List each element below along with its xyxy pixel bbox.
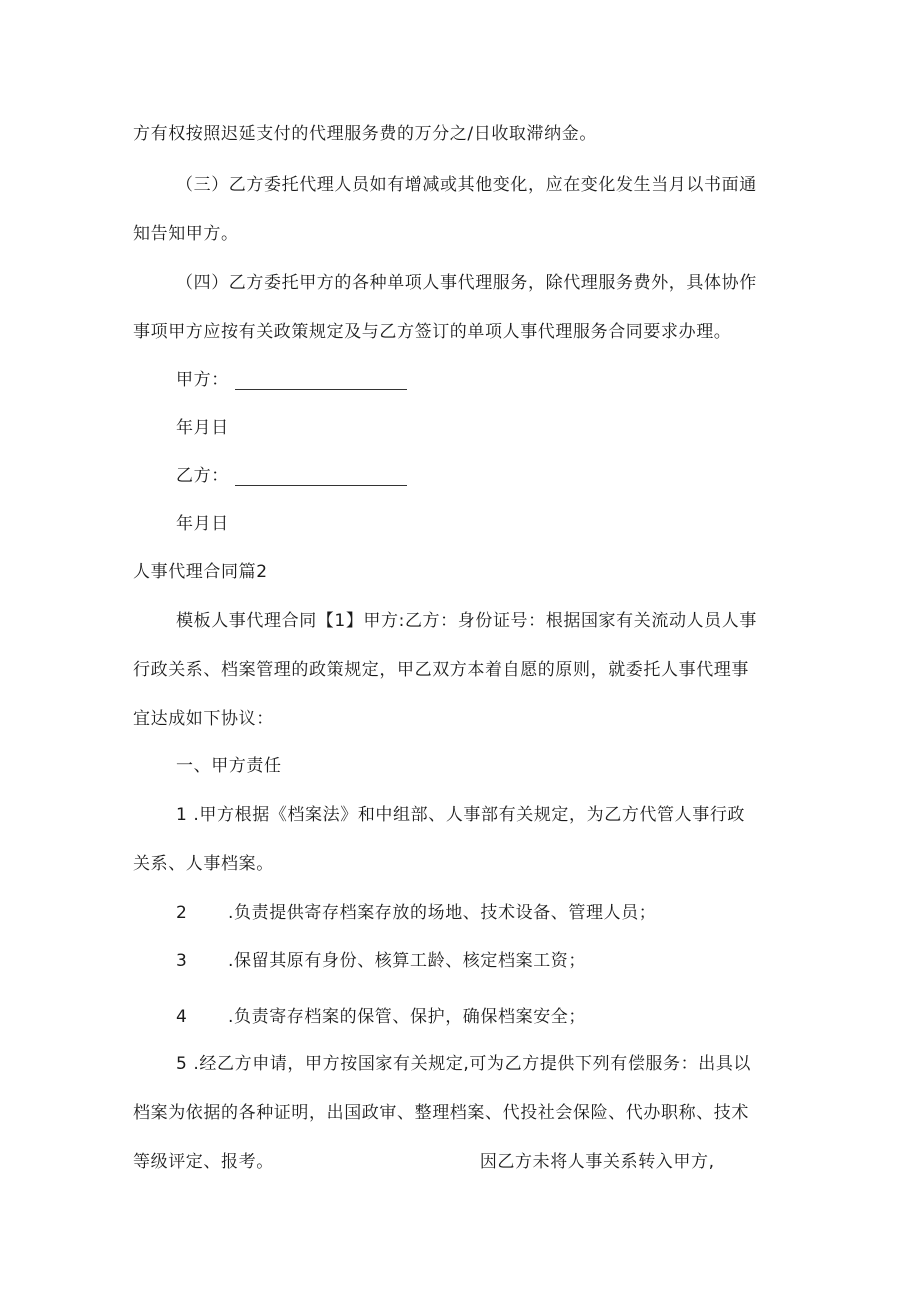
list-item-line: 5 .经乙方申请，甲方按国家有关规定,可为乙方提供下列有偿服务：出具以 bbox=[176, 1054, 752, 1074]
list-item bbox=[176, 946, 586, 971]
paragraph-line: 宜达成如下协议： bbox=[133, 709, 274, 729]
list-text: 因乙方未将人事关系转入甲方, bbox=[479, 1152, 715, 1172]
list-item-line: 1 .甲方根据《档案法》和中组部、人事部有关规定，为乙方代管人事行政 bbox=[176, 805, 746, 825]
list-text: .保留其原有身份、核算工龄、核定档案工资； bbox=[228, 951, 587, 971]
paragraph-line: 行政关系、档案管理的政策规定，甲乙双方本着自愿的原则，就委托人事代理事 bbox=[133, 660, 749, 680]
paragraph-line: （三）乙方委托代理人员如有增减或其他变化，应在变化发生当月以书面通 bbox=[176, 175, 757, 195]
party-b-label: 乙方： bbox=[176, 466, 229, 486]
list-item bbox=[176, 898, 656, 923]
paragraph-line: 知告知甲方。 bbox=[133, 224, 239, 244]
list-text: .负责寄存档案的保管、保护，确保档案安全； bbox=[228, 1007, 587, 1027]
list-item-line bbox=[133, 1147, 715, 1172]
paragraph-line: 方有权按照迟延支付的代理服务费的万分之/日收取滞纳金。 bbox=[133, 124, 597, 144]
signature-blank-a bbox=[235, 388, 407, 390]
list-text: .负责提供寄存档案存放的场地、技术设备、管理人员； bbox=[228, 903, 657, 923]
list-number: 4 bbox=[176, 1007, 188, 1027]
list-item bbox=[176, 1002, 586, 1027]
paragraph-line: （四）乙方委托甲方的各种单项人事代理服务，除代理服务费外，具体协作 bbox=[176, 273, 757, 293]
signature-party-a bbox=[176, 365, 407, 390]
party-a-label: 甲方： bbox=[176, 370, 229, 390]
list-text: 等级评定、报考。 bbox=[133, 1152, 274, 1172]
section-heading: 人事代理合同篇2 bbox=[133, 562, 268, 582]
list-number: 2 bbox=[176, 903, 188, 923]
list-item-line: 档案为依据的各种证明，出国政审、整理档案、代投社会保险、代办职称、技术 bbox=[133, 1103, 749, 1123]
list-number: 3 bbox=[176, 951, 188, 971]
subsection-heading: 一、甲方责任 bbox=[176, 756, 282, 776]
date-line: 年月日 bbox=[176, 418, 229, 438]
date-line: 年月日 bbox=[176, 514, 229, 534]
signature-blank-b bbox=[235, 484, 407, 486]
paragraph-line: 事项甲方应按有关政策规定及与乙方签订的单项人事代理服务合同要求办理。 bbox=[133, 322, 732, 342]
list-item-line: 关系、人事档案。 bbox=[133, 854, 274, 874]
signature-party-b bbox=[176, 461, 407, 486]
paragraph-line: 模板人事代理合同【1】甲方:乙方：身份证号：根据国家有关流动人员人事 bbox=[176, 611, 757, 631]
